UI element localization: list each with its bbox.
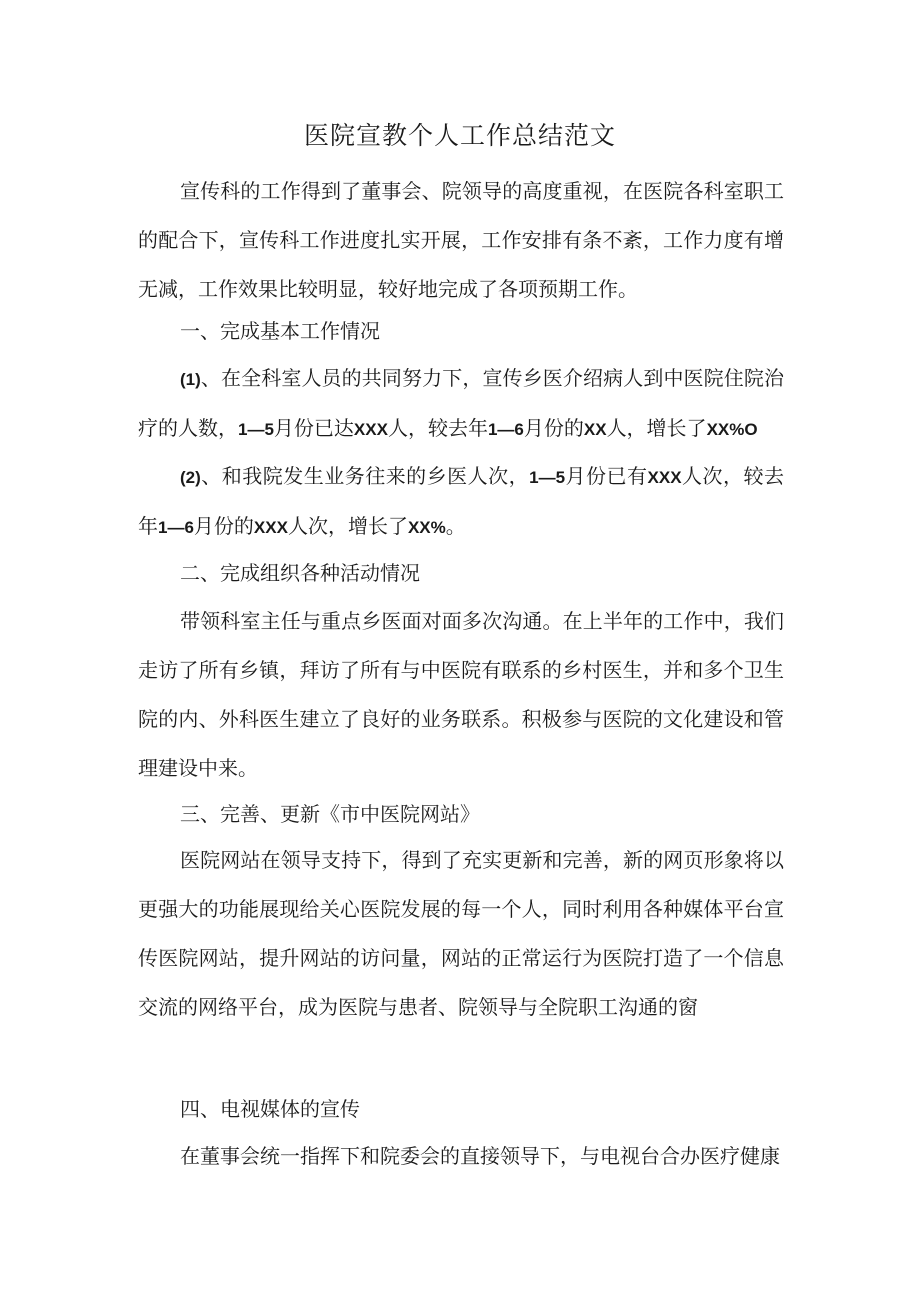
section-1-heading: 一、完成基本工作情况 <box>180 319 380 343</box>
section-1-item-1: (1)、在全科室人员的共同努力下，宣传乡医介绍病人到中医院住院治疗的人数，1—5月份已达XXX人，较去年1—6月份的XX人，增长了XX%O <box>138 366 784 440</box>
section-2-heading: 二、完成组织各种活动情况 <box>180 561 420 585</box>
section-3-heading: 三、完善、更新《市中医院网站》 <box>180 802 480 826</box>
section-2-body: 带领科室主任与重点乡医面对面多次沟通。在上半年的工作中，我们走访了所有乡镇，拜访了所有与中医院有联系的乡村医生，并和多个卫生院的内、外科医生建立了良好的业务联系。积极参与医院的文化建设和管理建设中来。 <box>138 609 784 780</box>
intro-paragraph: 宣传科的工作得到了董事会、院领导的高度重视，在医院各科室职工的配合下，宣传科工作进度扎实开展，工作安排有条不紊，工作力度有增无减，工作效果比较明显，较好地完成了各项预期工作。 <box>138 179 784 301</box>
section-1-item-2: (2)、和我院发生业务往来的乡医人次，1—5月份已有XXX人次，较去年1—6月份的XXX人次，增长了XX%。 <box>138 464 785 538</box>
item-2-label: (2) <box>180 468 201 487</box>
item-1-label: (1) <box>180 370 201 389</box>
section-3-body: 医院网站在领导支持下，得到了充实更新和完善，新的网页形象将以更强大的功能展现给关心医院发展的每一个人，同时利用各种媒体平台宣传医院网站，提升网站的访问量，网站的正常运行为医院打造了一个信息交流的网络平台，成为医院与患者、院领导与全院职工沟通的窗 <box>138 848 784 1019</box>
section-4-heading: 四、电视媒体的宣传 <box>180 1097 360 1121</box>
section-4-body: 在董事会统一指挥下和院委会的直接领导下，与电视台合办医疗健康 <box>180 1144 780 1168</box>
document-title: 医院宣教个人工作总结范文 <box>303 121 616 150</box>
